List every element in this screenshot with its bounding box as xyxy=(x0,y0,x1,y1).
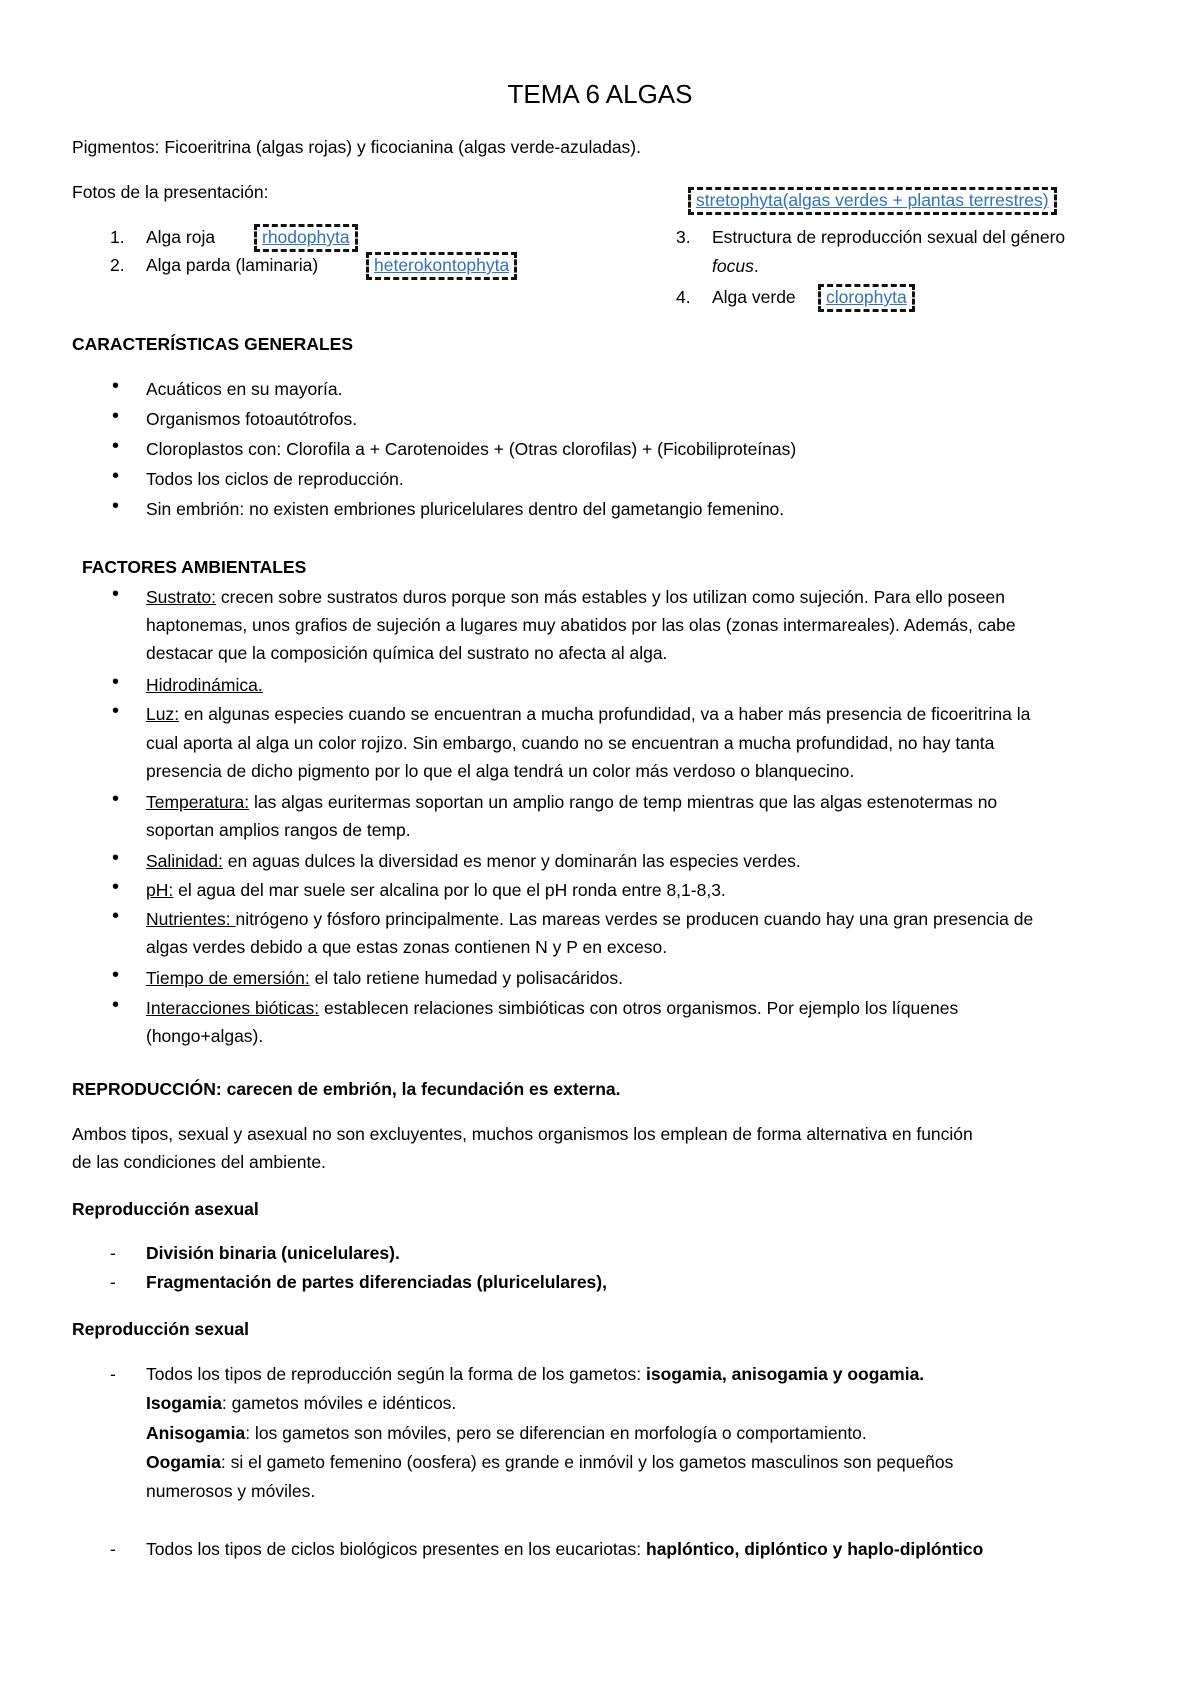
factor-text: el talo retiene humedad y polisacáridos. xyxy=(309,968,623,988)
definition: : gametos móviles e idénticos. xyxy=(221,1393,457,1413)
tag-clorophyta[interactable]: clorophyta xyxy=(818,284,915,312)
factor-label: pH: xyxy=(146,880,174,900)
sexual-text: Todos los tipos de reproducción según la forma de los gametos: xyxy=(146,1364,647,1384)
factor-label: Sustrato: xyxy=(146,587,217,607)
general-item: Acuáticos en su mayoría. xyxy=(146,379,343,399)
factor-label: Interacciones bióticas: xyxy=(146,998,320,1018)
bullet: • xyxy=(112,905,120,927)
factor-text: en algunas especies cuando se encuentran a mucha profundidad, va a haber más presencia de ficoeritrina la xyxy=(179,704,1031,724)
asexual-heading: Reproducción asexual xyxy=(72,1199,259,1219)
bullet: • xyxy=(112,964,120,986)
factor-nutrientes xyxy=(146,906,1033,932)
asexual-item: División binaria (unicelulares). xyxy=(146,1243,400,1263)
sexual-item-cycles xyxy=(146,1536,983,1562)
factor-text: algas verdes debido a que estas zonas contienen N y P en exceso. xyxy=(146,937,668,957)
factor-text: las algas euritermas soportan un amplio rango de temp mientras que las algas estenotermas no xyxy=(249,792,998,812)
factor-text: (hongo+algas). xyxy=(146,1026,264,1046)
sexual-bold: haplóntico, diplóntico y haplo-diplóntico xyxy=(646,1539,984,1559)
photo-num-3: 3. xyxy=(676,227,691,247)
photo-item-4: Alga verde xyxy=(712,287,796,307)
bullet: • xyxy=(112,700,120,722)
sexual-bold: isogamia, anisogamia y oogamia. xyxy=(646,1364,925,1384)
factor-temperatura xyxy=(146,789,997,815)
tag-heterokontophyta[interactable]: heterokontophyta xyxy=(366,252,517,280)
definition: : si el gameto femenino (oosfera) es grande e inmóvil y los gametos masculinos son pequeños xyxy=(220,1452,954,1472)
general-item: Organismos fotoautótrofos. xyxy=(146,409,358,429)
oogamia-line-cont: numerosos y móviles. xyxy=(146,1481,316,1501)
factors-heading: FACTORES AMBIENTALES xyxy=(82,557,307,577)
factor-label: Nutrientes: xyxy=(146,909,236,929)
factor-text: crecen sobre sustratos duros porque son más estables y los utilizan como sujeción. Para ello poseen xyxy=(216,587,1005,607)
factor-text: haptonemas, unos grafios de sujeción a lugares muy abatidos por las olas (zonas intermareales). Además, cabe xyxy=(146,615,1016,635)
factor-text: presencia de dicho pigmento por lo que el alga tendrá un color más verdoso o blanquecino. xyxy=(146,761,855,781)
bullet: • xyxy=(112,465,120,487)
photo-num-1: 1. xyxy=(110,227,125,247)
bullet: • xyxy=(112,435,120,457)
photo-num-4: 4. xyxy=(676,287,691,307)
term: Anisogamia xyxy=(146,1423,246,1443)
sexual-item-gametes xyxy=(146,1361,924,1387)
term: Isogamia xyxy=(146,1393,222,1413)
term: Oogamia xyxy=(146,1452,221,1472)
bullet: • xyxy=(112,847,120,869)
bullet: • xyxy=(112,788,120,810)
reproduction-heading: REPRODUCCIÓN: carecen de embrión, la fecundación es externa. xyxy=(72,1079,621,1099)
factor-label: Tiempo de emersión: xyxy=(146,968,310,988)
bullet: • xyxy=(112,405,120,427)
factor-text: en aguas dulces la diversidad es menor y dominarán las especies verdes. xyxy=(222,851,801,871)
oogamia-line xyxy=(146,1449,953,1475)
factor-text: cual aporta al alga un color rojizo. Sin embargo, cuando no se encuentran a mucha profundidad, no hay tanta xyxy=(146,733,995,753)
sexual-heading: Reproducción sexual xyxy=(72,1319,249,1339)
bullet: • xyxy=(112,671,120,693)
factor-luz xyxy=(146,701,1030,727)
bullet: • xyxy=(112,994,120,1016)
anisogamia-line xyxy=(146,1420,867,1446)
asexual-item: Fragmentación de partes diferenciadas (pluricelulares), xyxy=(146,1272,607,1292)
dash: - xyxy=(110,1243,116,1263)
reproduction-intro: Ambos tipos, sexual y asexual no son excluyentes, muchos organismos los emplean de forma alternativa en función xyxy=(72,1124,973,1144)
photo-item-3-cont xyxy=(712,253,759,279)
tag-rhodophyta[interactable]: rhodophyta xyxy=(254,224,358,252)
period: . xyxy=(753,256,759,276)
bullet: • xyxy=(112,876,120,898)
bullet: • xyxy=(112,583,120,605)
factor-text: nitrógeno y fósforo principalmente. Las mareas verdes se producen cuando hay una gran presencia de xyxy=(235,909,1034,929)
factor-label: Temperatura: xyxy=(146,792,250,812)
sexual-text: Todos los tipos de ciclos biológicos presentes en los eucariotas: xyxy=(146,1539,646,1559)
general-item: Todos los ciclos de reproducción. xyxy=(146,469,404,489)
definition: : los gametos son móviles, pero se diferencian en morfología o comportamiento. xyxy=(245,1423,867,1443)
page-title: TEMA 6 ALGAS xyxy=(507,79,693,109)
factor-text: destacar que la composición química del sustrato no afecta al alga. xyxy=(146,643,668,663)
photo-item-1: Alga roja xyxy=(146,227,216,247)
dash: - xyxy=(110,1272,116,1292)
factor-text: el agua del mar suele ser alcalina por lo que el pH ronda entre 8,1-8,3. xyxy=(173,880,726,900)
reproduction-intro: de las condiciones del ambiente. xyxy=(72,1152,326,1172)
general-heading: CARACTERÍSTICAS GENERALES xyxy=(72,334,353,354)
tag-stretophyta[interactable]: stretophyta(algas verdes + plantas terrestres) xyxy=(688,187,1057,215)
photo-item-2: Alga parda (laminaria) xyxy=(146,255,319,275)
bullet: • xyxy=(112,495,120,517)
genus-name: focus xyxy=(712,256,754,276)
general-item: Cloroplastos con: Clorofila a + Carotenoides + (Otras clorofilas) + (Ficobiliproteínas) xyxy=(146,439,797,459)
factor-text: establecen relaciones simbióticas con otros organismos. Por ejemplo los líquenes xyxy=(319,998,959,1018)
isogamia-line xyxy=(146,1390,456,1416)
dash: - xyxy=(110,1364,116,1384)
bullet: • xyxy=(112,375,120,397)
factor-hidrodinamica: Hidrodinámica. xyxy=(146,675,263,695)
photos-heading: Fotos de la presentación: xyxy=(72,182,269,202)
factor-text: soportan amplios rangos de temp. xyxy=(146,820,411,840)
factor-ph xyxy=(146,877,726,903)
pigments-line: Pigmentos: Ficoeritrina (algas rojas) y ficocianina (algas verde-azuladas). xyxy=(72,137,641,157)
factor-sustrato xyxy=(146,584,1005,610)
general-item: Sin embrión: no existen embriones pluricelulares dentro del gametangio femenino. xyxy=(146,499,785,519)
photo-item-3: Estructura de reproducción sexual del género xyxy=(712,227,1066,247)
dash: - xyxy=(110,1539,116,1559)
factor-label: Salinidad: xyxy=(146,851,223,871)
factor-emersion xyxy=(146,965,623,991)
factor-salinidad xyxy=(146,848,801,874)
factor-interacciones xyxy=(146,995,958,1021)
factor-label: Luz: xyxy=(146,704,180,724)
photo-num-2: 2. xyxy=(110,255,125,275)
